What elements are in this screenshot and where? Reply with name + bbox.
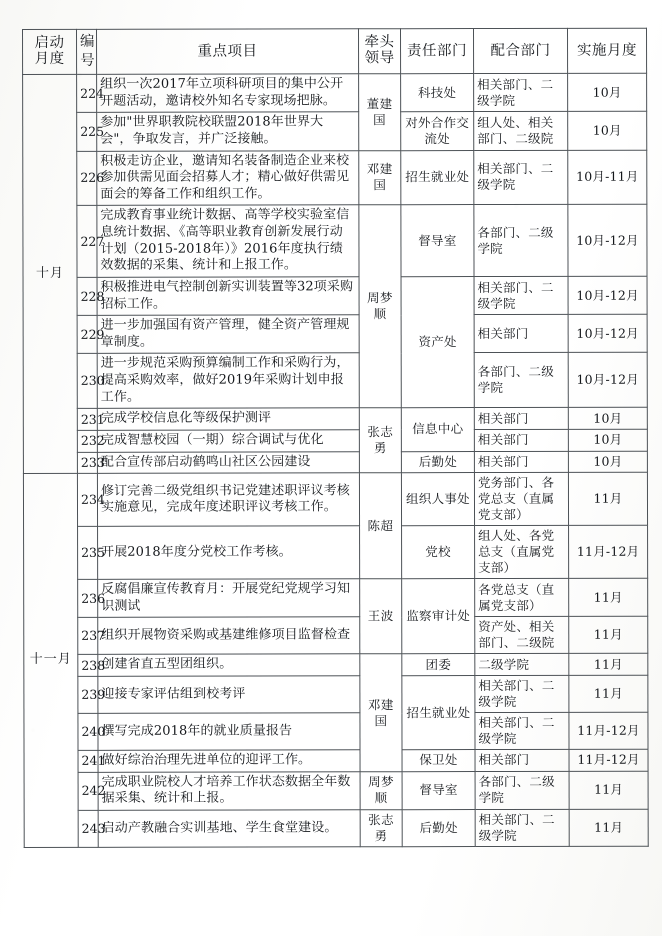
cell-number: 228 (77, 277, 97, 315)
cell-project: 参加"世界职教院校联盟2018年世界大会"，争取发言，并广泛接触。 (97, 112, 359, 151)
table-row (23, 276, 647, 316)
cell-project: 完成智慧校园（一期）综合调试与优化 (97, 430, 359, 452)
table-row (24, 809, 648, 847)
cell-number: 238 (78, 655, 98, 677)
cell-number: 224 (77, 74, 97, 112)
cell-implementation-month: 10月-12月 (568, 276, 647, 314)
cell-number: 231 (77, 409, 97, 431)
cell-cooperating-department: 各部门、二级学院 (474, 353, 568, 408)
cell-project: 积极推进电气控制创新实训装置等32项采购招标工作。 (97, 277, 359, 316)
plan-table-container (22, 28, 648, 848)
cell-project: 撰写完成2018年的就业质量报告 (98, 713, 360, 751)
cell-number: 226 (77, 151, 97, 206)
cell-project: 迎接专家评估组到校考评 (98, 676, 360, 714)
cell-number: 239 (78, 676, 98, 713)
cell-cooperating-department: 相关部门、二级学院 (474, 150, 568, 205)
cell-implementation-month: 10月 (568, 73, 647, 111)
cell-responsible-department: 后勤处 (401, 451, 474, 473)
cell-leader: 邓建国 (359, 150, 401, 205)
cell-project: 反腐倡廉宣传教育月：开展党纪党规学习知识测试 (98, 579, 360, 618)
cell-implementation-month: 10月-11月 (568, 150, 647, 205)
header-cooperating-department: 配合部门 (474, 28, 568, 73)
cell-responsible-department: 资产处 (401, 276, 474, 408)
cell-project: 组织一次2017年立项科研项目的集中公开开题活动，邀请校外知名专家现场把脉。 (97, 74, 359, 113)
cell-implementation-month: 11月-12月 (569, 525, 648, 578)
header-row (23, 28, 647, 74)
cell-project: 启动产教融合实训基地、学生食堂建设。 (98, 810, 360, 848)
table-row (23, 353, 647, 409)
cell-responsible-department: 科技处 (401, 74, 474, 112)
cell-project: 进一步加强国有资产管理，健全资产管理规章制度。 (97, 315, 359, 354)
cell-project: 做好综治治理先进单位的迎评工作。 (98, 750, 360, 772)
cell-number: 233 (77, 452, 97, 474)
cell-number: 230 (77, 354, 97, 409)
cell-cooperating-department: 相关部门、二级学院 (474, 276, 568, 314)
cell-cooperating-department: 相关部门 (474, 429, 568, 451)
cell-cooperating-department: 相关部门、二级学院 (475, 675, 569, 712)
table-row (24, 578, 648, 618)
cell-project: 修订完善二级党组织书记党建述职评议考核实施意见，完成年度述职评议考核工作。 (97, 473, 359, 527)
cell-responsible-department: 保卫处 (402, 750, 475, 772)
cell-project: 积极走访企业，邀请知名装备制造企业来校参加供需见面会招募人才；精心做好供需见面会的筹备工作和组织工作。 (97, 150, 359, 205)
cell-project: 完成学校信息化等级保护测评 (97, 408, 359, 430)
table-row (24, 712, 648, 750)
cell-leader: 周梦顺 (360, 771, 402, 809)
cell-implementation-month: 10月 (568, 407, 647, 429)
cell-number: 243 (78, 810, 98, 847)
cell-cooperating-department: 各部门、二级学院 (474, 205, 568, 277)
cell-number: 240 (78, 713, 98, 750)
cell-responsible-department: 组织人事处 (401, 473, 474, 526)
cell-responsible-department: 团委 (402, 654, 475, 676)
table-row (23, 205, 647, 278)
cell-responsible-department: 督导室 (401, 205, 474, 277)
cell-cooperating-department: 相关部门、二级学院 (475, 809, 569, 846)
cell-implementation-month: 11月 (569, 578, 648, 616)
cell-leader: 周梦顺 (359, 205, 401, 408)
cell-implementation-month: 10月-12月 (568, 205, 647, 277)
cell-number: 229 (77, 315, 97, 353)
header-project: 重点项目 (97, 29, 359, 75)
cell-leader: 张志勇 (360, 810, 402, 847)
cell-project: 完成教育事业统计数据、高等学校实验室信息统计数据、《高等职业教育创新发展行动计划（2015-2018年）》2016年度执行绩效数据的采集、统计和上报工作。 (97, 205, 359, 277)
table-row (23, 111, 647, 151)
cell-number: 232 (77, 430, 97, 452)
cell-responsible-department: 党校 (402, 526, 475, 579)
table-row (24, 771, 648, 811)
table-row (23, 451, 647, 474)
cell-implementation-month: 11月 (569, 771, 648, 809)
cell-responsible-department: 后勤处 (402, 809, 475, 846)
table-row (24, 654, 648, 677)
cell-start-month: 十一月 (23, 474, 78, 848)
cell-implementation-month: 11月-12月 (569, 749, 648, 771)
table-row (23, 73, 647, 113)
table-row (24, 675, 648, 713)
header-responsible-department: 责任部门 (401, 29, 474, 74)
cell-cooperating-department: 组人处、各党总支（直属党支部） (475, 525, 569, 578)
cell-implementation-month: 11月 (569, 654, 648, 676)
cell-number: 235 (78, 526, 98, 579)
cell-responsible-department: 招生就业处 (402, 676, 475, 750)
cell-leader: 张志勇 (359, 408, 401, 473)
cell-leader: 陈超 (359, 473, 401, 579)
header-number: 编号 (77, 29, 97, 74)
cell-number: 236 (78, 579, 98, 617)
cell-cooperating-department: 相关部门 (474, 408, 568, 430)
cell-number: 242 (78, 772, 98, 810)
cell-cooperating-department: 相关部门 (474, 451, 568, 473)
cell-leader: 王波 (360, 579, 402, 654)
cell-project: 创建省直五型团组织。 (98, 654, 360, 676)
cell-cooperating-department: 相关部门、二级学院 (474, 73, 568, 111)
cell-cooperating-department: 各党总支（直属党支部） (475, 578, 569, 616)
cell-implementation-month: 10月 (568, 429, 647, 451)
key-projects-table (22, 28, 649, 848)
cell-implementation-month: 10月 (568, 111, 647, 149)
cell-project: 配合宣传部启动鹤鸣山社区公园建设 (97, 451, 359, 473)
cell-implementation-month: 10月 (568, 451, 647, 473)
cell-responsible-department: 对外合作交流处 (401, 112, 474, 150)
table-header (23, 28, 647, 74)
cell-responsible-department: 监察审计处 (402, 579, 475, 654)
header-implementation-month: 实施月度 (567, 28, 646, 73)
cell-number: 234 (77, 473, 97, 526)
table-body (23, 73, 649, 847)
cell-implementation-month: 11月 (568, 472, 647, 525)
cell-cooperating-department: 相关部门 (475, 749, 569, 771)
table-row (23, 150, 647, 206)
cell-implementation-month: 11月-12月 (569, 712, 648, 749)
cell-implementation-month: 11月 (569, 809, 648, 846)
cell-number: 225 (77, 113, 97, 151)
cell-cooperating-department: 二级学院 (475, 654, 569, 676)
cell-implementation-month: 11月 (569, 617, 648, 654)
table-row (23, 472, 647, 526)
cell-leader: 董建国 (359, 74, 401, 151)
table-row (24, 617, 648, 655)
cell-number: 241 (78, 750, 98, 772)
cell-implementation-month: 10月-12月 (568, 353, 647, 408)
cell-implementation-month: 10月-12月 (568, 314, 647, 352)
header-leader: 牵头 领导 (359, 29, 401, 74)
cell-project: 完成职业院校人才培养工作状态数据全年数据采集、统计和上报。 (98, 771, 360, 810)
cell-number: 227 (77, 206, 97, 278)
table-row (23, 407, 647, 430)
cell-implementation-month: 11月 (569, 675, 648, 712)
table-row (23, 429, 647, 452)
cell-project: 开展2018年度分党校工作考核。 (98, 526, 360, 580)
header-start-month: 启动 月度 (23, 29, 77, 74)
cell-responsible-department: 招生就业处 (401, 150, 474, 205)
table-row (24, 749, 648, 772)
table-row (24, 525, 648, 579)
cell-cooperating-department: 相关部门 (474, 314, 568, 352)
cell-cooperating-department: 党务部门、各党总支（直属党支部） (474, 472, 568, 525)
cell-cooperating-department: 资产处、相关部门、二级院 (475, 617, 569, 654)
cell-cooperating-department: 组人处、相关部门、二级院 (474, 112, 568, 150)
table-row (23, 314, 647, 354)
cell-project: 进一步规范采购预算编制工作和采购行为，提高采购效率，做好2019年采购计划申报工作。 (97, 353, 359, 408)
cell-responsible-department: 督导室 (402, 771, 475, 809)
cell-responsible-department: 信息中心 (401, 408, 474, 451)
cell-start-month: 十月 (23, 74, 78, 473)
cell-leader: 邓建国 (360, 654, 402, 771)
cell-cooperating-department: 各部门、二级学院 (475, 771, 569, 809)
cell-cooperating-department: 相关部门、二级学院 (475, 712, 569, 749)
cell-project: 组织开展物资采购或基建维修项目监督检查 (98, 617, 360, 655)
cell-number: 237 (78, 618, 98, 655)
